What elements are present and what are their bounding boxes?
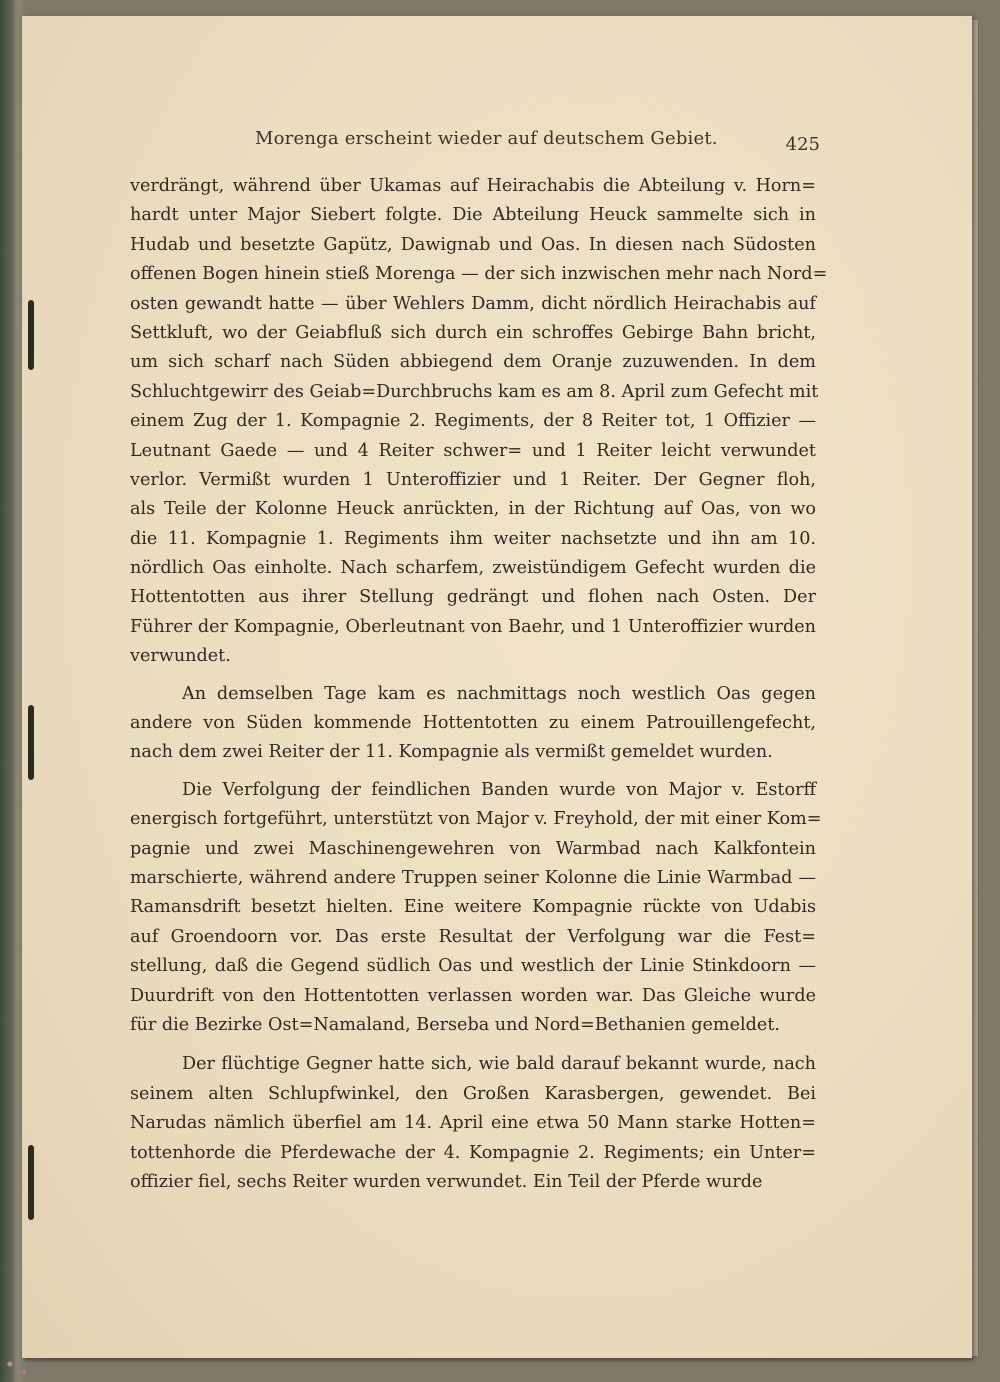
text-line: stellung, daß die Gegend südlich Oas und westlich der Linie Stinkdoorn — (130, 956, 816, 977)
paragraph (130, 680, 816, 768)
running-title: Morenga erscheint wieder auf deutschem Gebiet. (255, 128, 718, 149)
paragraph (130, 172, 828, 672)
text-line: Ramansdrift besetzt hielten. Eine weitere Kompagnie rückte von Udabis (130, 897, 816, 918)
text-line: energisch fortgeführt, unterstützt von Major v. Freyhold, der mit einer Kom= (130, 809, 822, 830)
text-line: tottenhorde die Pferdewache der 4. Kompagnie 2. Regiments; ein Unter= (130, 1142, 816, 1163)
book-spine (0, 0, 14, 1382)
binding-thread (28, 1145, 34, 1220)
binding-thread (28, 705, 34, 780)
text-line: offizier fiel, sechs Reiter wurden verwundet. Ein Teil der Pferde wurde (130, 1171, 763, 1192)
text-line: osten gewandt hatte — über Wehlers Damm, dicht nördlich Heirachabis auf (130, 293, 816, 314)
text-line: Settkluft, wo der Geiabfluß sich durch ein schroffes Gebirge Bahn bricht, (130, 322, 816, 343)
text-line: verlor. Vermißt wurden 1 Unteroffizier und 1 Reiter. Der Gegner floh, (130, 469, 816, 490)
paragraph (130, 1050, 816, 1197)
scan-artifact (0, 1352, 40, 1382)
text-line: nach dem zwei Reiter der 11. Kompagnie als vermißt gemeldet wurden. (130, 742, 773, 763)
text-line: Der flüchtige Gegner hatte sich, wie bald darauf bekannt wurde, nach (182, 1054, 816, 1075)
text-line: Hottentotten aus ihrer Stellung gedrängt und flohen nach Osten. Der (130, 587, 816, 608)
text-line: seinem alten Schlupfwinkel, den Großen Karasbergen, gewendet. Bei (130, 1083, 816, 1104)
text-line: andere von Süden kommende Hottentotten zu einem Patrouillengefecht, (130, 713, 816, 734)
text-line: offenen Bogen hinein stieß Morenga — der sich inzwischen mehr nach Nord= (130, 264, 828, 285)
binding-thread (28, 300, 34, 370)
text-line: als Teile der Kolonne Heuck anrückten, in der Richtung auf Oas, von wo (130, 499, 816, 520)
text-line: pagnie und zwei Maschinengewehren von Warmbad nach Kalkfontein (130, 838, 816, 859)
text-line: Narudas nämlich überfiel am 14. April eine etwa 50 Mann starke Hotten= (130, 1113, 816, 1134)
text-line: auf Groendoorn vor. Das erste Resultat der Verfolgung war die Fest= (130, 926, 816, 947)
text-line: für die Bezirke Ost=Namaland, Berseba und Nord=Bethanien gemeldet. (130, 1014, 780, 1035)
text-line: einem Zug der 1. Kompagnie 2. Regiments, der 8 Reiter tot, 1 Offizier — (130, 411, 816, 432)
text-line: verwundet. (130, 646, 231, 667)
text-line: hardt unter Major Siebert folgte. Die Abteilung Heuck sammelte sich in (130, 205, 816, 226)
text-line: Schluchtgewirr des Geiab=Durchbruchs kam es am 8. April zum Gefecht mit (130, 381, 819, 402)
text-line: Die Verfolgung der feindlichen Banden wurde von Major v. Estorff (182, 779, 816, 800)
text-line: Hudab und besetzte Gapütz, Dawignab und Oas. In diesen nach Südosten (130, 234, 816, 255)
paragraph (130, 776, 822, 1041)
text-line: marschierte, während andere Truppen seiner Kolonne die Linie Warmbad — (130, 867, 816, 888)
text-line: Leutnant Gaede — und 4 Reiter schwer= und 1 Reiter leicht verwundet (130, 440, 816, 461)
running-header (255, 128, 825, 155)
text-line: die 11. Kompagnie 1. Regiments ihm weiter nachsetzte und ihn am 10. (130, 528, 816, 549)
body-text (130, 172, 828, 1197)
page-number: 425 (785, 134, 820, 155)
text-line: um sich scharf nach Süden abbiegend dem Oranje zuzuwenden. In dem (130, 352, 816, 373)
text-line: nördlich Oas einholte. Nach scharfem, zweistündigem Gefecht wurden die (130, 558, 816, 579)
text-line: An demselben Tage kam es nachmittags noch westlich Oas gegen (182, 683, 816, 704)
text-line: Führer der Kompagnie, Oberleutnant von Baehr, und 1 Unteroffizier wurden (130, 616, 816, 637)
text-line: verdrängt, während über Ukamas auf Heirachabis die Abteilung v. Horn= (130, 176, 816, 196)
text-line: Duurdrift von den Hottentotten verlassen worden war. Das Gleiche wurde (130, 985, 816, 1006)
